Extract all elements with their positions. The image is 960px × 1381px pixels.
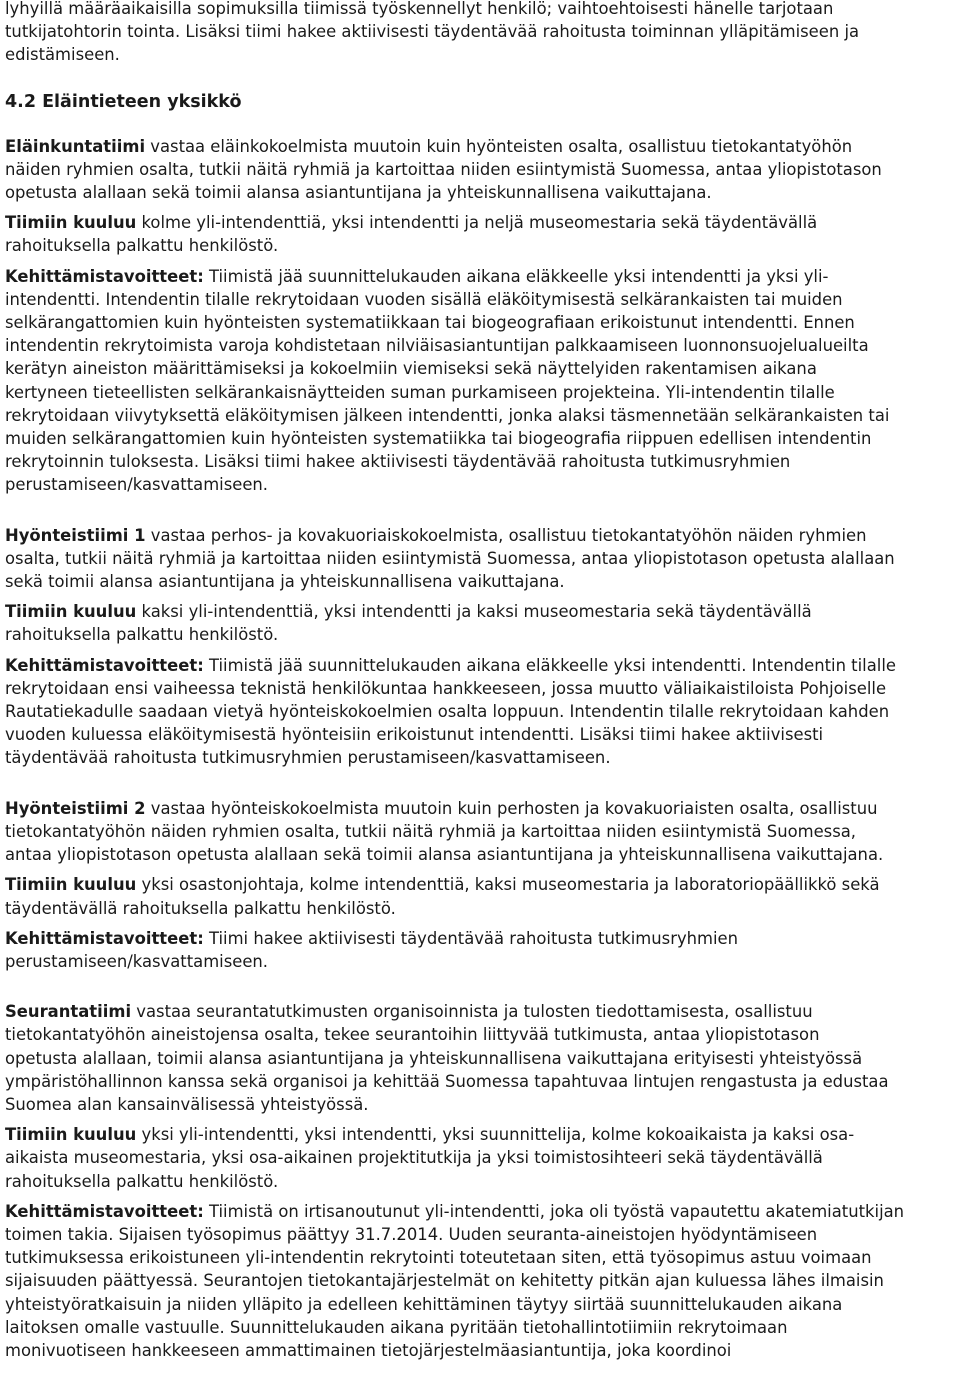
text-line: yhteistyöratkaisuin ja niiden ylläpito ja edelleen kehittäminen täytyy siirtää suunnittelukauden aikana <box>5 1294 843 1314</box>
team-block-hyonteistiimi-1 <box>5 524 957 770</box>
text-line: tietokantatyöhön aineistojensa osalta, tekee seurantoihin liittyvää tutkimusta, antaa yliopistotason <box>5 1025 820 1045</box>
team-name: Hyönteistiimi 1 <box>5 525 146 545</box>
text-line: vastaa hyönteiskokoelmista muutoin kuin perhosten ja kovakuoriaisten osalta, osallistuu <box>145 798 878 818</box>
development-goals <box>5 927 957 973</box>
section-heading: 4.2 Eläintieteen yksikkö <box>5 91 242 112</box>
text-line: vastaa seurantatutkimusten organisoinnista ja tulosten tiedottamisesta, osallistuu <box>131 1002 813 1022</box>
paragraph-lead: Tiimiin kuuluu <box>5 875 137 895</box>
text-line: kerätyn aineiston määrittämiseksi ja kokoelmiin viemiseksi sekä näyttelyiden rakentamisen aikana <box>5 359 817 379</box>
text-line: intendentin rekrytoimista varoja kohdistetaan nilviäisasiantuntijan palkkaamiseen luonnonsuojelualueilta <box>5 336 869 356</box>
text-line: lyhyillä määräaikaisilla sopimuksilla tiimissä työskennellyt henkilö; vaihtoehtoisesti hänelle tarjotaan <box>5 0 834 18</box>
text-line: selkärangattomien kuin hyönteisten systematiikkaan tai biogeografiaan erikoistunut intendentti. Ennen <box>5 313 855 333</box>
paragraph-lead: Kehittämistavoitteet: <box>5 266 204 286</box>
development-goals <box>5 654 957 770</box>
team-description <box>5 135 957 205</box>
intro-paragraph <box>5 0 957 67</box>
text-line: täydentävällä rahoituksella palkattu henkilöstö. <box>5 898 396 918</box>
paragraph-lead: Kehittämistavoitteet: <box>5 928 204 948</box>
development-goals <box>5 1200 957 1362</box>
paragraph-lead: Tiimiin kuuluu <box>5 602 137 622</box>
text-line: rekrytoidaan viivytyksettä eläköitymisen jälkeen intendentti, jonka alaksi täsmennetään selkärankaisten tai <box>5 405 890 425</box>
text-line: rahoituksella palkattu henkilöstö. <box>5 236 279 256</box>
team-description <box>5 524 957 594</box>
text-line: Rautatiekadulle saadaan vietyä hyönteiskokoelmien osalta loppuun. Intendentin tilalle rekrytoidaan kahden <box>5 702 890 722</box>
text-line: perustamiseen/kasvattamiseen. <box>5 951 269 971</box>
text-line: edistämiseen. <box>5 45 120 65</box>
text-line: tietokantatyöhön näiden ryhmien osalta, tutkii näitä ryhmiä ja kartoittaa niiden esiintymistä Suomessa, <box>5 821 857 841</box>
text-line: Tiimi hakee aktiivisesti täydentävää rahoitusta tutkimusryhmien <box>203 928 739 948</box>
text-line: opetusta alallaan sekä toimii alansa asiantuntijana ja yhteiskunnallisena vaikuttajana. <box>5 183 712 203</box>
text-line: rahoituksella palkattu henkilöstö. <box>5 625 279 645</box>
text-line: laitoksen omalle vastuulle. Suunnittelukauden aikana pyritään tietohallintotiimiin rekrytoimaan <box>5 1317 788 1337</box>
text-line: kertyneen tieteellisten selkärankaisnäytteiden suman purkamiseen projekteina. Yli-intendentin tilalle <box>5 382 835 402</box>
text-line: vuoden kuluessa eläköitymisestä hyönteisiin erikoistunut intendentti. Lisäksi tiimi hakee aktiivisesti <box>5 725 824 745</box>
text-line: toimen takia. Sijaisen työsopimus päättyy 31.7.2014. Uuden seuranta-aineistojen hyödyntämiseen <box>5 1224 818 1244</box>
team-block-elainkuntatiimi <box>5 135 957 497</box>
text-line: intendentti. Intendentin tilalle rekrytoidaan vuoden sisällä eläköitymisestä selkärankaisten tai muiden <box>5 289 843 309</box>
text-line: perustamiseen/kasvattamiseen. <box>5 475 269 495</box>
text-line: osalta, tutkii näitä ryhmiä ja kartoittaa niiden esiintymistä Suomessa, antaa yliopistotason opetusta alallaan <box>5 548 895 568</box>
team-block-hyonteistiimi-2 <box>5 797 957 973</box>
development-goals <box>5 265 957 497</box>
team-name: Seurantatiimi <box>5 1002 132 1022</box>
team-members <box>5 873 957 919</box>
team-description <box>5 797 957 867</box>
text-line: Tiimistä jää suunnittelukauden aikana eläkkeelle yksi intendentti. Intendentin tilalle <box>203 655 896 675</box>
text-line: kolme yli-intendenttiä, yksi intendentti ja neljä museomestaria sekä täydentävällä <box>136 213 818 233</box>
text-line: antaa yliopistotason opetusta alallaan sekä toimii alansa asiantuntijana ja yhteiskunnallisena vaikuttajana. <box>5 845 884 865</box>
text-line: ympäristöhallinnon kanssa sekä organisoi ja kehittää Suomessa tapahtuvaa lintujen rengastusta ja edustaa <box>5 1071 889 1091</box>
text-line: rekrytoidaan ensi vaiheessa teknistä henkilökuntaa hankkeeseen, jossa muutto väliaikaistiloista Pohjoiselle <box>5 678 887 698</box>
text-line: monivuotiseen hankkeeseen ammattimainen tietojärjestelmäasiantuntija, joka koordinoi <box>5 1340 732 1360</box>
team-name: Hyönteistiimi 2 <box>5 798 146 818</box>
paragraph-lead: Kehittämistavoitteet: <box>5 1201 204 1221</box>
text-line: sekä toimii alansa asiantuntijana ja yhteiskunnallisena vaikuttajana. <box>5 572 565 592</box>
text-line: tutkijatohtorin tointa. Lisäksi tiimi hakee aktiivisesti täydentävää rahoitusta toiminnan ylläpitämiseen ja <box>5 22 860 42</box>
paragraph-lead: Kehittämistavoitteet: <box>5 655 204 675</box>
paragraph-lead: Tiimiin kuuluu <box>5 1125 137 1145</box>
team-description <box>5 1000 957 1116</box>
text-line: yksi osastonjohtaja, kolme intendenttiä, kaksi museomestaria ja laboratoriopäällikkö sekä <box>136 875 880 895</box>
text-line: täydentävää rahoitusta tutkimusryhmien perustamiseen/kasvattamiseen. <box>5 748 611 768</box>
team-name: Eläinkuntatiimi <box>5 136 146 156</box>
text-line: rahoituksella palkattu henkilöstö. <box>5 1171 279 1191</box>
text-line: vastaa eläinkokoelmista muutoin kuin hyönteisten osalta, osallistuu tietokantatyöhön <box>145 136 853 156</box>
text-line: kaksi yli-intendenttiä, yksi intendentti ja kaksi museomestaria sekä täydentävällä <box>136 602 812 622</box>
text-line: vastaa perhos- ja kovakuoriaiskokoelmista, osallistuu tietokantatyöhön näiden ryhmien <box>145 525 867 545</box>
text-line: muiden selkärangattomien kuin hyönteisten systematiikka tai biogeografia riippuen edellisen intendentin <box>5 429 872 449</box>
text-line: Suomea alan kansainvälisessä yhteistyössä. <box>5 1094 369 1114</box>
text-line: näiden ryhmien osalta, tutkii näitä ryhmiä ja kartoittaa niiden esiintymistä Suomessa, antaa yliopistotason <box>5 159 882 179</box>
paragraph-lead: Tiimiin kuuluu <box>5 213 137 233</box>
text-line: aikaista museomestaria, yksi osa-aikainen projektitutkija ja yksi toimistosihteeri sekä täydentävällä <box>5 1148 823 1168</box>
text-line: Tiimistä jää suunnittelukauden aikana eläkkeelle yksi intendentti ja yksi yli- <box>203 266 829 286</box>
text-line: opetusta alallaan, toimii alansa asiantuntijana ja yhteiskunnallisena vaikuttajana erityisesti yhteistyössä <box>5 1048 863 1068</box>
text-line: Tiimistä on irtisanoutunut yli-intendentti, joka oli työstä vapautettu akatemiatutkijan <box>203 1201 905 1221</box>
team-members <box>5 600 957 646</box>
text-line: sijaisuuden päättyessä. Seurantojen tietokantajärjestelmät on kehitetty pitkän ajan kuluessa lähes ilmaisin <box>5 1271 884 1291</box>
text-line: tutkimuksessa erikoistuneen yli-intendentin rekrytointi toteutetaan siten, että työsopimus astuu voimaan <box>5 1248 872 1268</box>
team-block-seurantatiimi <box>5 1000 957 1362</box>
team-members <box>5 1123 957 1193</box>
text-line: yksi yli-intendentti, yksi intendentti, yksi suunnittelija, kolme kokoaikaista ja kaksi osa- <box>136 1125 855 1145</box>
team-members <box>5 211 957 257</box>
text-line: rekrytoinnin tuloksesta. Lisäksi tiimi hakee aktiivisesti täydentävää rahoitusta tutkimusryhmien <box>5 452 791 472</box>
document-page <box>5 0 957 1362</box>
